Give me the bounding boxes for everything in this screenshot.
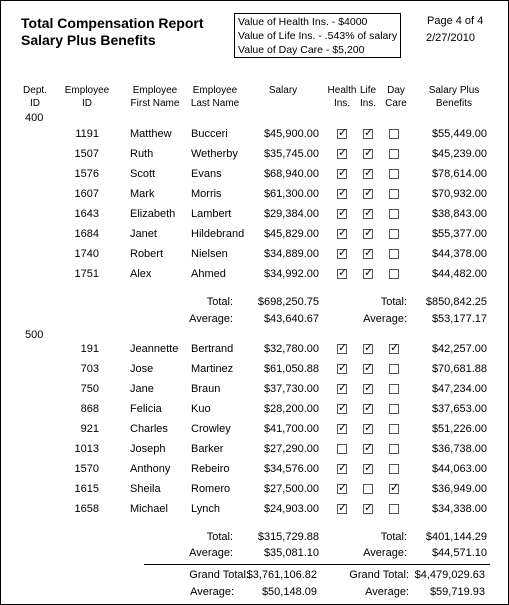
employee-id: 1684 xyxy=(74,228,99,240)
employee-id: 191 xyxy=(80,343,99,355)
health-ins-checkbox xyxy=(337,404,347,414)
day-care-checkbox xyxy=(389,444,399,454)
employee-id: 750 xyxy=(80,383,99,395)
life-ins-checkbox xyxy=(363,404,373,414)
salary: $29,384.00 xyxy=(263,208,319,220)
day-care-checkbox xyxy=(389,269,399,279)
day-care-checkbox xyxy=(389,189,399,199)
salary: $37,730.00 xyxy=(263,383,319,395)
life-ins-checkbox xyxy=(363,149,373,159)
first-name: Anthony xyxy=(130,463,171,475)
last-name: Kuo xyxy=(191,403,211,415)
grand-total-rule xyxy=(144,564,490,565)
first-name: Michael xyxy=(130,503,168,515)
life-ins-checkbox xyxy=(363,189,373,199)
first-name: Jose xyxy=(130,363,154,375)
header-dept-id: Dept. ID xyxy=(23,85,47,109)
dept-id: 500 xyxy=(25,329,44,341)
first-name: Joseph xyxy=(130,443,166,455)
employee-id: 1615 xyxy=(74,483,99,495)
total-label-2: Total: xyxy=(380,296,407,308)
salary: $41,700.00 xyxy=(263,423,319,435)
last-name: Bucceri xyxy=(191,128,228,140)
salary-plus-benefits: $55,449.00 xyxy=(431,128,487,140)
group-average-salary: $43,640.67 xyxy=(263,313,319,325)
last-name: Martinez xyxy=(191,363,234,375)
average-label-2: Average: xyxy=(363,313,407,325)
first-name: Charles xyxy=(130,423,168,435)
health-ins-checkbox xyxy=(337,484,347,494)
health-ins-checkbox xyxy=(337,424,347,434)
salary: $34,992.00 xyxy=(263,268,319,280)
total-label-2: Total: xyxy=(380,531,407,543)
life-ins-checkbox xyxy=(363,344,373,354)
salary: $28,200.00 xyxy=(263,403,319,415)
salary: $27,500.00 xyxy=(263,483,319,495)
employee-id: 1643 xyxy=(74,208,99,220)
employee-id: 868 xyxy=(80,403,99,415)
group-average-salary: $35,081.10 xyxy=(263,547,319,559)
life-ins-checkbox xyxy=(363,209,373,219)
salary-plus-benefits: $44,378.00 xyxy=(431,248,487,260)
employee-id: 1013 xyxy=(74,443,99,455)
day-care-checkbox xyxy=(389,129,399,139)
employee-id: 703 xyxy=(80,363,99,375)
first-name: Felicia xyxy=(130,403,162,415)
salary: $35,745.00 xyxy=(263,148,319,160)
salary-plus-benefits: $47,234.00 xyxy=(431,383,487,395)
employee-id: 1658 xyxy=(74,503,99,515)
health-ins-checkbox xyxy=(337,444,347,454)
health-ins-checkbox xyxy=(337,344,347,354)
day-care-checkbox xyxy=(389,344,399,354)
last-name: Romero xyxy=(191,483,231,495)
health-ins-checkbox xyxy=(337,384,347,394)
life-ins-checkbox xyxy=(363,169,373,179)
life-ins-checkbox xyxy=(363,269,373,279)
grand-total-salary: $3,761,106.82 xyxy=(246,569,317,581)
day-care-checkbox xyxy=(389,149,399,159)
salary-plus-benefits: $42,257.00 xyxy=(431,343,487,355)
total-label: Total: xyxy=(206,531,233,543)
salary-plus-benefits: $36,738.00 xyxy=(431,443,487,455)
daycare-value-note: Value of Day Care - $5,200 xyxy=(238,44,365,56)
health-ins-checkbox xyxy=(337,169,347,179)
header-salary: Salary xyxy=(268,85,298,96)
day-care-checkbox xyxy=(389,504,399,514)
grand-total-label: Grand Total: xyxy=(189,569,249,581)
first-name: Elizabeth xyxy=(130,208,176,220)
salary-plus-benefits: $44,482.00 xyxy=(431,268,487,280)
day-care-checkbox xyxy=(389,209,399,219)
last-name: Lambert xyxy=(191,208,232,220)
last-name: Rebeiro xyxy=(191,463,230,475)
header-health-ins: Health Ins. xyxy=(327,85,357,109)
life-ins-checkbox xyxy=(363,424,373,434)
salary-plus-benefits: $70,681.88 xyxy=(431,363,487,375)
header-day-care: Day Care xyxy=(385,85,407,109)
grand-total-plus: $4,479,029.63 xyxy=(414,569,485,581)
grand-average-label: Average: xyxy=(190,586,234,598)
health-ins-checkbox xyxy=(337,364,347,374)
salary: $32,780.00 xyxy=(263,343,319,355)
last-name: Wetherby xyxy=(191,148,238,160)
average-label: Average: xyxy=(189,313,233,325)
benefit-values-box xyxy=(234,13,401,58)
health-ins-checkbox xyxy=(337,464,347,474)
life-ins-checkbox xyxy=(363,229,373,239)
salary-plus-benefits: $78,614.00 xyxy=(431,168,487,180)
health-ins-checkbox xyxy=(337,504,347,514)
group-total-salary: $315,729.88 xyxy=(257,531,319,543)
last-name: Ahmed xyxy=(191,268,226,280)
salary-plus-benefits: $38,843.00 xyxy=(431,208,487,220)
first-name: Mark xyxy=(130,188,155,200)
average-label-2: Average: xyxy=(363,547,407,559)
salary-plus-benefits: $44,063.00 xyxy=(431,463,487,475)
last-name: Evans xyxy=(191,168,222,180)
day-care-checkbox xyxy=(389,404,399,414)
life-ins-checkbox xyxy=(363,464,373,474)
salary: $45,829.00 xyxy=(263,228,319,240)
salary-plus-benefits: $37,653.00 xyxy=(431,403,487,415)
employee-id: 1191 xyxy=(75,128,99,140)
group-average-plus: $44,571.10 xyxy=(431,547,487,559)
first-name: Ruth xyxy=(130,148,154,160)
first-name: Alex xyxy=(130,268,152,280)
employee-id: 1570 xyxy=(74,463,99,475)
employee-id: 1751 xyxy=(74,268,99,280)
health-value-note: Value of Health Ins. - $4000 xyxy=(238,16,368,28)
last-name: Lynch xyxy=(191,503,220,515)
first-name: Robert xyxy=(130,248,164,260)
life-ins-checkbox xyxy=(363,129,373,139)
header-first-name: Employee First Name xyxy=(130,85,180,109)
group-total-salary: $698,250.75 xyxy=(257,296,319,308)
health-ins-checkbox xyxy=(337,269,347,279)
last-name: Bertrand xyxy=(191,343,234,355)
group-total-plus: $401,144.29 xyxy=(425,531,487,543)
salary: $34,576.00 xyxy=(263,463,319,475)
header-life-ins: Life Ins. xyxy=(359,85,377,109)
health-ins-checkbox xyxy=(337,129,347,139)
life-ins-checkbox xyxy=(363,249,373,259)
employee-id: 1576 xyxy=(74,168,99,180)
employee-id: 1607 xyxy=(74,188,99,200)
last-name: Braun xyxy=(191,383,221,395)
report-subtitle: Salary Plus Benefits xyxy=(21,32,156,48)
report-title: Total Compensation Report xyxy=(21,15,204,31)
grand-average-salary: $50,148.09 xyxy=(261,586,317,598)
health-ins-checkbox xyxy=(337,149,347,159)
first-name: Jane xyxy=(130,383,154,395)
group-average-plus: $53,177.17 xyxy=(431,313,487,325)
last-name: Crowley xyxy=(191,423,231,435)
salary: $34,889.00 xyxy=(263,248,319,260)
report-date: 2/27/2010 xyxy=(426,32,475,44)
last-name: Hildebrand xyxy=(191,228,245,240)
dept-id: 400 xyxy=(25,112,44,124)
last-name: Morris xyxy=(191,188,222,200)
grand-average-plus: $59,719.93 xyxy=(429,586,485,598)
health-ins-checkbox xyxy=(337,249,347,259)
total-label: Total: xyxy=(206,296,233,308)
salary: $27,290.00 xyxy=(263,443,319,455)
header-employee-id: Employee ID xyxy=(64,85,110,109)
salary: $61,050.88 xyxy=(263,363,319,375)
salary: $68,940.00 xyxy=(263,168,319,180)
page-number: Page 4 of 4 xyxy=(427,15,484,27)
life-value-note: Value of Life Ins. - .543% of salary xyxy=(238,30,398,42)
health-ins-checkbox xyxy=(337,229,347,239)
salary-plus-benefits: $36,949.00 xyxy=(431,483,487,495)
day-care-checkbox xyxy=(389,364,399,374)
first-name: Sheila xyxy=(130,483,161,495)
employee-id: 921 xyxy=(80,423,99,435)
first-name: Matthew xyxy=(130,128,172,140)
last-name: Nielsen xyxy=(191,248,228,260)
salary: $24,903.00 xyxy=(263,503,319,515)
life-ins-checkbox xyxy=(363,444,373,454)
first-name: Janet xyxy=(130,228,157,240)
first-name: Scott xyxy=(130,168,156,180)
employee-id: 1507 xyxy=(74,148,99,160)
header-salary-plus-benefits: Salary Plus Benefits xyxy=(428,85,480,109)
life-ins-checkbox xyxy=(363,504,373,514)
day-care-checkbox xyxy=(389,169,399,179)
salary: $61,300.00 xyxy=(263,188,319,200)
health-ins-checkbox xyxy=(337,209,347,219)
grand-average-label-2: Average: xyxy=(365,586,409,598)
grand-total-label-2: Grand Total: xyxy=(349,569,409,581)
salary-plus-benefits: $34,338.00 xyxy=(431,503,487,515)
day-care-checkbox xyxy=(389,484,399,494)
average-label: Average: xyxy=(189,547,233,559)
employee-id: 1740 xyxy=(74,248,99,260)
day-care-checkbox xyxy=(389,229,399,239)
day-care-checkbox xyxy=(389,464,399,474)
first-name: Jeannette xyxy=(130,343,179,355)
health-ins-checkbox xyxy=(337,189,347,199)
salary-plus-benefits: $70,932.00 xyxy=(431,188,487,200)
salary-plus-benefits: $51,226.00 xyxy=(431,423,487,435)
group-total-plus: $850,842.25 xyxy=(425,296,487,308)
salary: $45,900.00 xyxy=(263,128,319,140)
header-last-name: Employee Last Name xyxy=(190,85,240,109)
salary-plus-benefits: $45,239.00 xyxy=(431,148,487,160)
life-ins-checkbox xyxy=(363,484,373,494)
day-care-checkbox xyxy=(389,249,399,259)
day-care-checkbox xyxy=(389,424,399,434)
last-name: Barker xyxy=(191,443,224,455)
life-ins-checkbox xyxy=(363,384,373,394)
day-care-checkbox xyxy=(389,384,399,394)
salary-plus-benefits: $55,377.00 xyxy=(431,228,487,240)
life-ins-checkbox xyxy=(363,364,373,374)
